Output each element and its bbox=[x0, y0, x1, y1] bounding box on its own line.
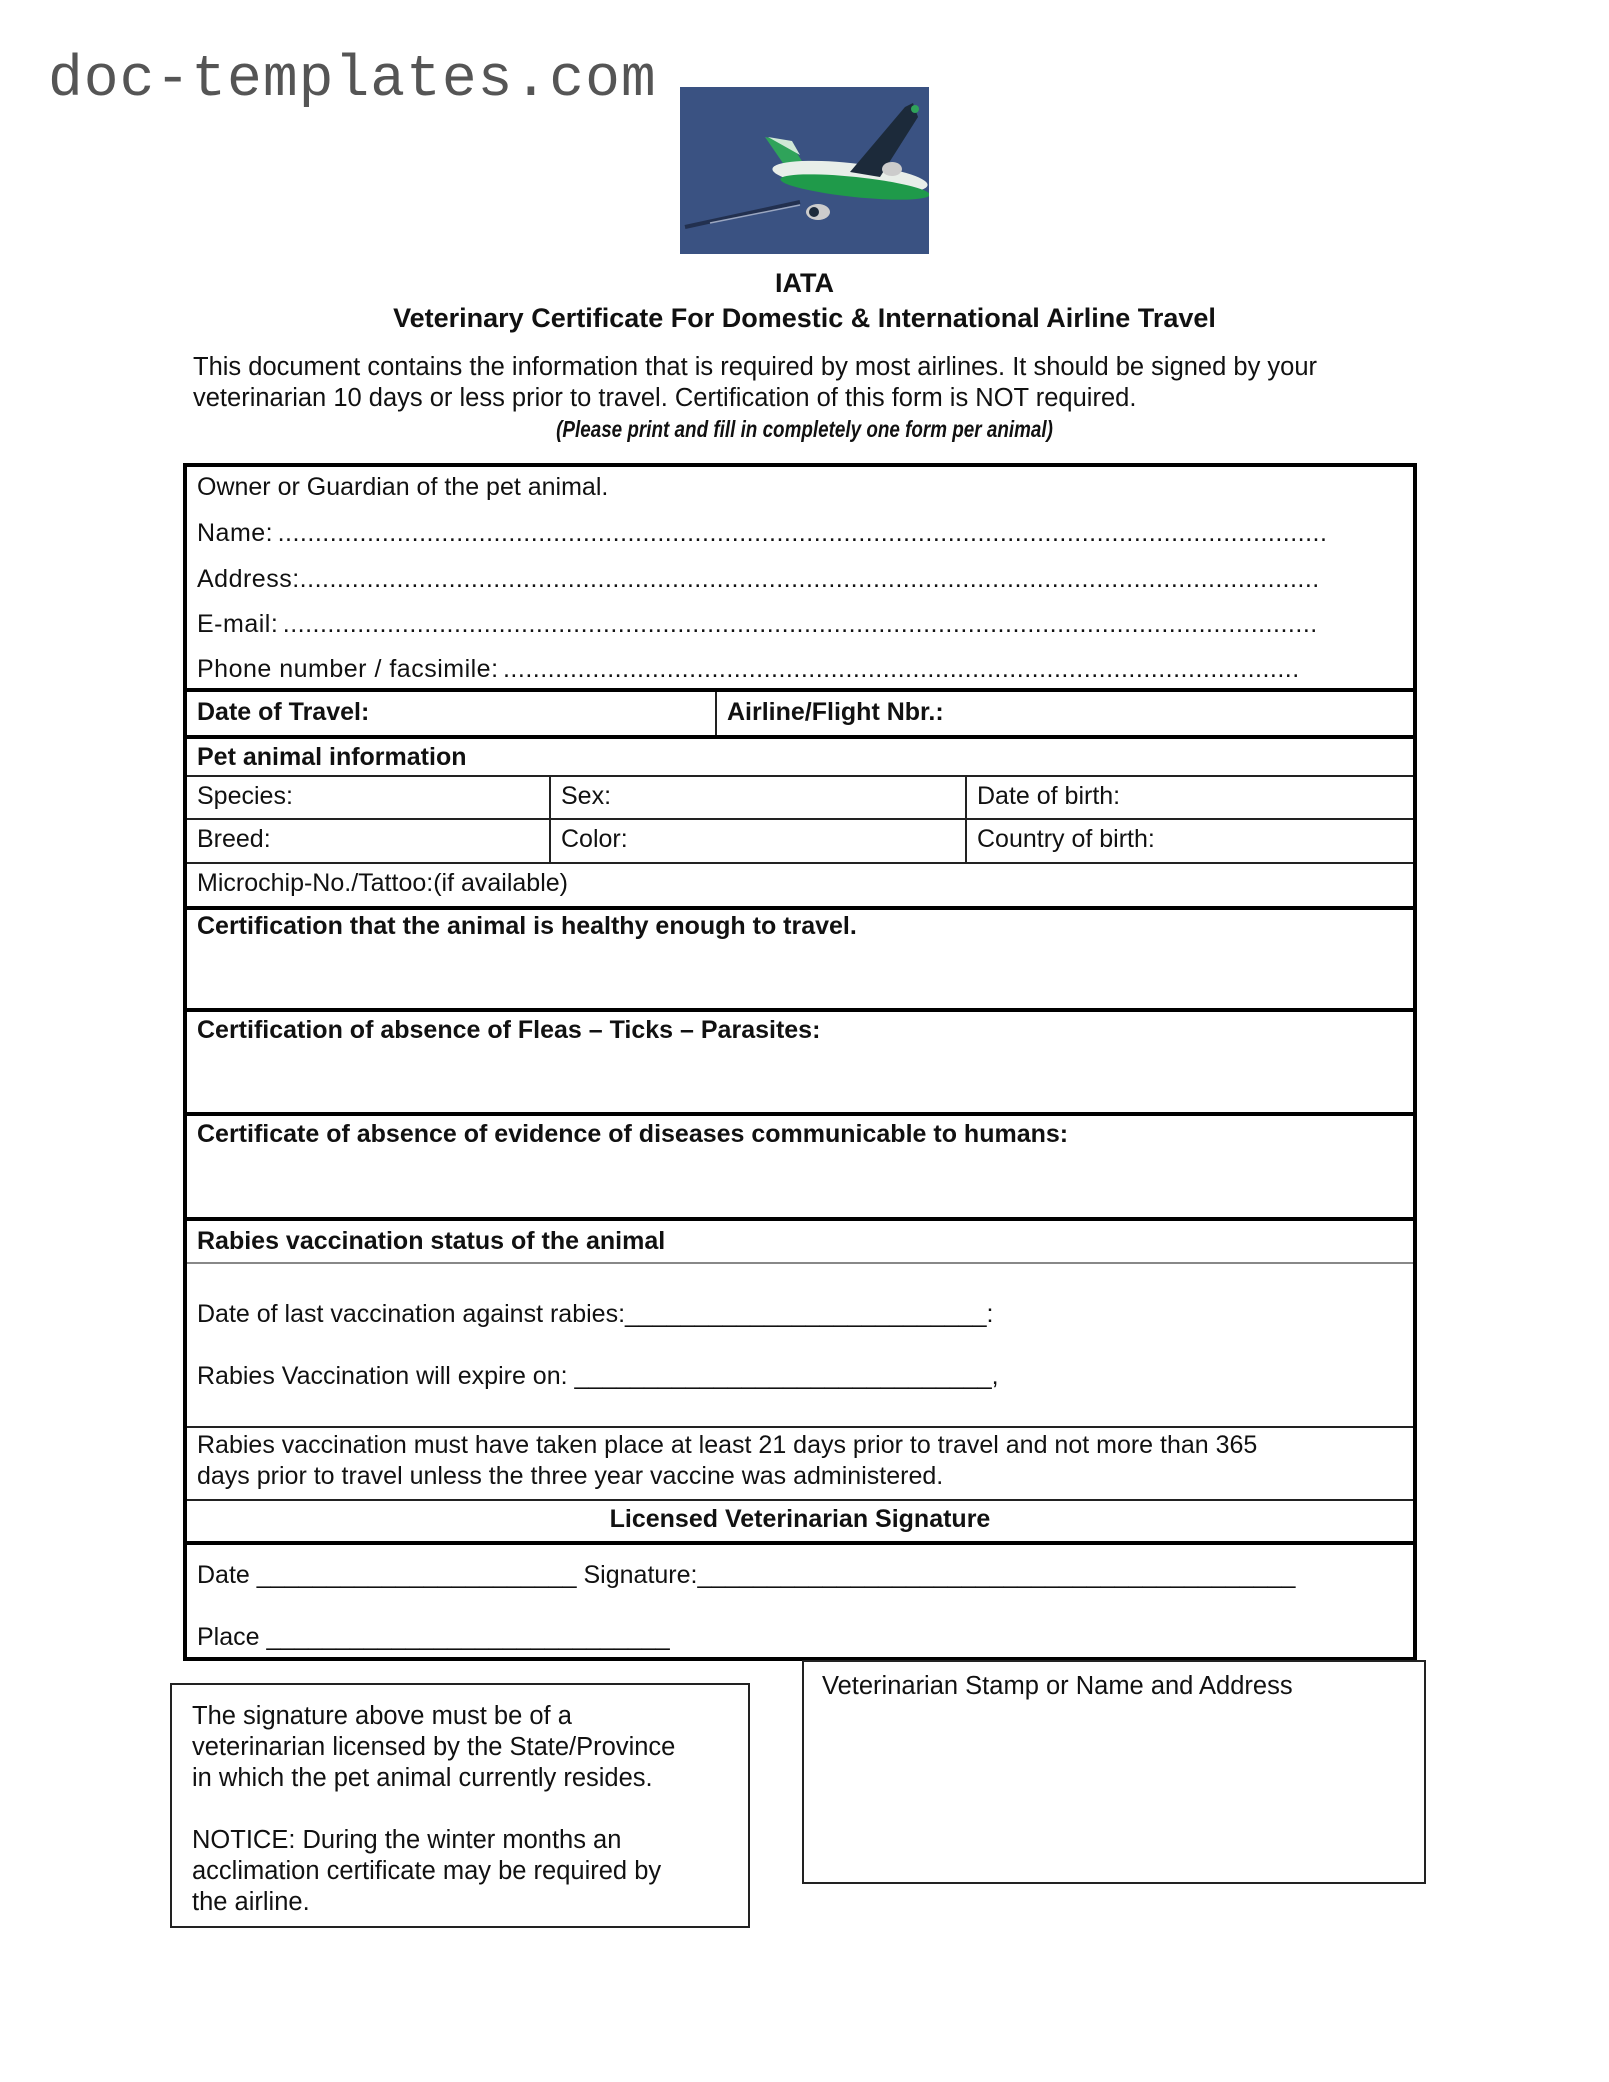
signature-field[interactable]: Signature:___________________________________________ bbox=[576, 1561, 1296, 1589]
signature-notice-box bbox=[170, 1683, 750, 1928]
vaccination-expiry-field[interactable]: Rabies Vaccination will expire on: ______________________________, bbox=[197, 1362, 999, 1390]
rabies-dates-section bbox=[187, 1262, 1413, 1426]
dotted-line: ........................................................................................................................................... bbox=[282, 610, 1318, 638]
dotted-line: ......................................................................................................................................... bbox=[299, 565, 1320, 593]
date-of-birth-field[interactable]: Date of birth: bbox=[965, 777, 1413, 818]
airline-flight-field[interactable]: Airline/Flight Nbr.: bbox=[715, 692, 1413, 735]
underline: ___________________________________________ bbox=[697, 1561, 1296, 1589]
rabies-notice-line-2: days prior to travel unless the three year vaccine was administered. bbox=[197, 1462, 944, 1490]
microchip-field[interactable]: Microchip-No./Tattoo:(if available) bbox=[187, 862, 1413, 906]
pet-info-heading: Pet animal information bbox=[197, 743, 467, 771]
underline: _____________________________ bbox=[266, 1623, 670, 1651]
color-field[interactable]: Color: bbox=[549, 820, 965, 862]
parasite-certification-field[interactable]: Certification of absence of Fleas – Ticks – Parasites: bbox=[187, 1008, 1413, 1112]
watermark: doc-templates.com bbox=[48, 48, 657, 113]
disease-certification-field[interactable]: Certificate of absence of evidence of diseases communicable to humans: bbox=[187, 1112, 1413, 1217]
notice-line-2: veterinarian licensed by the State/Province bbox=[192, 1733, 676, 1761]
owner-email-field[interactable]: E-mail: ........................................................................................................................................... bbox=[197, 610, 1318, 638]
signature-heading-row bbox=[187, 1499, 1413, 1541]
notice-line-5: acclimation certificate may be required by bbox=[192, 1857, 662, 1885]
underline: _______________________ bbox=[256, 1561, 577, 1589]
stamp-box-label: Veterinarian Stamp or Name and Address bbox=[822, 1672, 1293, 1700]
page-subtitle: Veterinary Certificate For Domestic & International Airline Travel bbox=[393, 303, 1216, 333]
sex-field[interactable]: Sex: bbox=[549, 777, 965, 818]
notice-line-4: NOTICE: During the winter months an bbox=[192, 1826, 622, 1854]
health-certification-field[interactable]: Certification that the animal is healthy enough to travel. bbox=[187, 906, 1413, 1008]
country-of-birth-field[interactable]: Country of birth: bbox=[965, 820, 1413, 862]
species-field[interactable]: Species: bbox=[197, 782, 293, 810]
signature-heading: Licensed Veterinarian Signature bbox=[609, 1505, 991, 1533]
pet-row-1 bbox=[187, 775, 1413, 818]
date-of-travel-field[interactable]: Date of Travel: bbox=[197, 698, 370, 726]
veterinarian-stamp-box[interactable] bbox=[802, 1660, 1426, 1884]
instruction-text: (Please print and fill in completely one form per animal) bbox=[556, 416, 1053, 442]
underline: __________________________ bbox=[625, 1300, 987, 1328]
rabies-heading-row bbox=[187, 1217, 1413, 1262]
notice-line-1: The signature above must be of a bbox=[192, 1702, 572, 1730]
page-title: IATA bbox=[775, 268, 834, 298]
underline: ______________________________ bbox=[574, 1362, 992, 1390]
travel-row bbox=[187, 688, 1413, 735]
last-vaccination-field[interactable]: Date of last vaccination against rabies:__________________________: bbox=[197, 1300, 994, 1328]
signature-date-field[interactable]: Date _______________________ bbox=[197, 1561, 577, 1589]
signature-section bbox=[187, 1541, 1413, 1661]
certificate-form bbox=[183, 463, 1417, 1661]
pet-row-2 bbox=[187, 818, 1413, 862]
owner-name-field[interactable]: Name: ............................................................................................................................................. bbox=[197, 519, 1328, 547]
owner-phone-field[interactable]: Phone number / facsimile: ........................................................................................................... bbox=[197, 655, 1300, 683]
intro-text bbox=[193, 352, 1433, 414]
rabies-notice-line-1: Rabies vaccination must have taken place at least 21 days prior to travel and not more than 365 bbox=[197, 1431, 1258, 1459]
intro-line-1: This document contains the information that is required by most airlines. It should be signed by your bbox=[193, 353, 1318, 381]
owner-heading: Owner or Guardian of the pet animal. bbox=[197, 473, 609, 501]
airplane-photo-icon bbox=[680, 87, 929, 254]
rabies-notice bbox=[187, 1426, 1413, 1499]
dotted-line: ........................................................................................................... bbox=[502, 655, 1300, 683]
rabies-heading: Rabies vaccination status of the animal bbox=[197, 1227, 666, 1255]
owner-section bbox=[187, 467, 1413, 688]
notice-line-3: in which the pet animal currently resides. bbox=[192, 1764, 653, 1792]
signature-place-field[interactable]: Place _____________________________ bbox=[197, 1623, 670, 1651]
owner-address-field[interactable]: Address:......................................................................................................................................... bbox=[197, 565, 1320, 593]
dotted-line: ............................................................................................................................................. bbox=[277, 519, 1328, 547]
intro-line-2: veterinarian 10 days or less prior to travel. Certification of this form is NOT required. bbox=[193, 384, 1137, 412]
notice-line-6: the airline. bbox=[192, 1888, 310, 1916]
breed-field[interactable]: Breed: bbox=[197, 825, 271, 853]
pet-info-heading-row bbox=[187, 735, 1413, 775]
